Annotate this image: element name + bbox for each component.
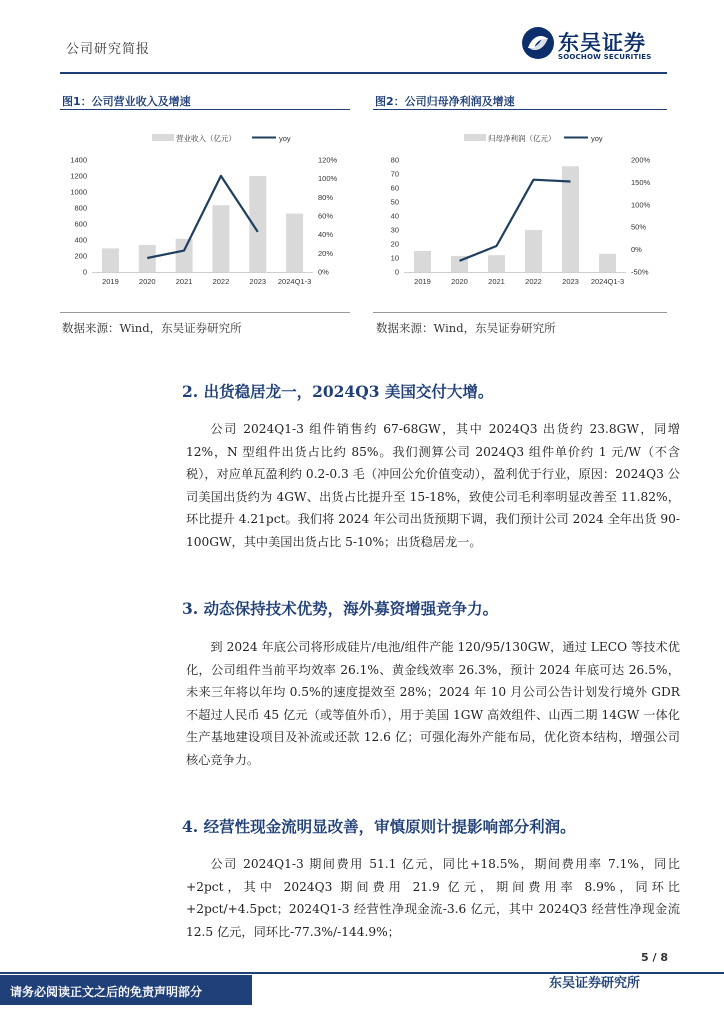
right-tick-label: 0% <box>631 245 642 255</box>
left-tick-label: 400 <box>74 235 87 245</box>
left-tick-label: 60 <box>390 183 399 193</box>
right-tick-label: 50% <box>631 222 647 232</box>
left-tick-label: 1400 <box>70 155 87 165</box>
left-tick-label: 0 <box>82 267 87 277</box>
figure-1-source: 数据来源：Wind，东吴证券研究所 <box>62 321 242 335</box>
figure-2-top-rule <box>373 109 667 110</box>
section-4-text: 公司 2024Q1-3 期间费用 51.1 亿元，同比+18.5%，期间费用率 7.1%，同比+2pct，其中 2024Q3 期间费用 21.9 亿元，期间费用率 8.9%，同环比+2pct/+4.5pct；2024Q1-3 经营性净现金流-3.6 亿元，其中 2024Q3 经营性净现金流 12.5 亿元，同环比-77.3%/-144.9%； <box>186 857 680 939</box>
section-2-heading: 2. 出货稳居龙一，2024Q3 美国交付大增。 <box>182 382 494 401</box>
figure-1-title: 图1：公司营业收入及增速 <box>62 95 191 108</box>
right-tick-label: 120% <box>318 155 338 165</box>
brand-name-cn: 东吴证券 <box>558 31 646 55</box>
figure-2-source: 数据来源：Wind，东吴证券研究所 <box>376 321 556 335</box>
category-label: 2021 <box>488 277 505 286</box>
section-4-paragraph <box>186 853 680 943</box>
brand-name-en: SOOCHOW SECURITIES <box>558 53 652 61</box>
category-label: 2021 <box>175 277 193 286</box>
figure-1-bottom-rule <box>60 312 350 313</box>
right-tick-label: 100% <box>318 174 338 184</box>
category-label: 2019 <box>102 277 119 286</box>
left-tick-label: 80 <box>390 155 399 165</box>
right-tick-label: 60% <box>318 211 334 221</box>
category-label: 2023 <box>249 277 267 286</box>
left-tick-label: 30 <box>390 225 399 235</box>
category-label: 2019 <box>414 277 431 286</box>
right-tick-label: 80% <box>318 192 334 202</box>
left-tick-label: 1200 <box>70 171 87 181</box>
bar <box>525 230 542 272</box>
section-3-text: 到 2024 年底公司将形成硅片/电池/组件产能 120/95/130GW，通过 LECO 等技术优化，公司组件当前平均效率 26.1%、黄金线效率 26.3%，预计 2024 年底可达 26.5%，未来三年将以年均 0.5%的速度提效至 28%；2024 年 10 月公司公告计划发行境外 GDR 不超过人民币 45 亿元（或等值外币），用于美国 1GW 高效组件、山西二期 14GW 一体化生产基地建设项目及补流或还款 12.6 亿；可强化海外产能布局，优化资本结构，增强公司核心竞争力。 <box>186 640 680 767</box>
figure-2-title: 图2：公司归母净利润及增速 <box>375 95 515 108</box>
right-tick-label: -50% <box>631 267 649 277</box>
bar <box>176 239 193 272</box>
figure-1-top-rule <box>60 109 350 110</box>
category-label: 2023 <box>562 277 579 286</box>
category-label: 2022 <box>212 277 230 286</box>
left-tick-label: 40 <box>390 211 399 221</box>
right-tick-label: 100% <box>631 200 651 210</box>
revenue-chart <box>60 124 355 298</box>
left-tick-label: 50 <box>390 197 399 207</box>
yoy-line <box>147 176 258 258</box>
footer-disclaimer: 请务必阅读正文之后的免责声明部分 <box>10 985 203 999</box>
left-tick-label: 200 <box>74 251 87 261</box>
legend-bar-label: 营业收入（亿元） <box>176 134 236 143</box>
page-number: 5 / 8 <box>641 951 668 964</box>
category-label: 2024Q1-3 <box>277 277 312 286</box>
yoy-line <box>460 180 571 261</box>
right-tick-label: 40% <box>318 230 334 240</box>
bar <box>212 205 229 272</box>
left-tick-label: 1000 <box>70 187 87 197</box>
right-tick-label: 0% <box>318 267 329 277</box>
bar <box>102 248 119 272</box>
left-tick-label: 70 <box>390 169 399 179</box>
legend-line-label: yoy <box>279 134 291 143</box>
right-tick-label: 20% <box>318 248 334 258</box>
legend-bar-swatch <box>464 134 486 141</box>
legend-line-label: yoy <box>591 134 603 143</box>
legend-bar-label: 归母净利润（亿元） <box>488 134 556 143</box>
bar <box>139 245 156 272</box>
left-tick-label: 10 <box>390 253 399 263</box>
header-rule <box>60 72 667 74</box>
category-label: 2024Q1-3 <box>590 277 625 286</box>
figure-2-bottom-rule <box>373 312 667 313</box>
legend-bar-swatch <box>152 134 174 141</box>
category-label: 2022 <box>525 277 542 286</box>
left-tick-label: 800 <box>74 203 87 213</box>
net-profit-chart <box>372 124 668 298</box>
bar <box>286 214 303 272</box>
left-tick-label: 600 <box>74 219 87 229</box>
section-4-heading: 4. 经营性现金流明显改善，审慎原则计提影响部分利润。 <box>182 817 576 836</box>
bar <box>414 251 431 272</box>
category-label: 2020 <box>138 277 156 286</box>
section-3-paragraph <box>186 636 680 771</box>
footer-org: 东吴证券研究所 <box>549 976 641 991</box>
right-tick-label: 150% <box>631 177 651 187</box>
bar <box>488 255 505 272</box>
category-label: 2020 <box>451 277 468 286</box>
section-2-text: 公司 2024Q1-3 组件销售约 67-68GW，其中 2024Q3 出货约 23.8GW，同增 12%，N 型组件出货占比约 85%。我们测算公司 2024Q3 组件单价约 1 元/W（不含税），对应单瓦盈利约 0.2-0.3 毛（冲回公允价值变动），盈利优于行业，原因：2024Q3 公司美国出货约为 4GW、出货占比提升至 15-18%，致使公司毛利率明显改善至 11.82%，环比提升 4.21pct。我们将 2024 年公司出货预期下调，我们预计公司 2024 全年出货 90-100GW，其中美国出货占比 5-10%；出货稳居龙一。 <box>186 422 680 549</box>
left-tick-label: 0 <box>394 267 399 277</box>
bar <box>599 254 616 272</box>
left-tick-label: 20 <box>390 239 399 249</box>
report-type-label: 公司研究简报 <box>66 42 151 57</box>
soochow-logo-icon <box>521 26 555 60</box>
section-2-paragraph <box>186 418 680 553</box>
right-tick-label: 200% <box>631 155 651 165</box>
section-3-heading: 3. 动态保持技术优势，海外募资增强竞争力。 <box>182 599 499 618</box>
